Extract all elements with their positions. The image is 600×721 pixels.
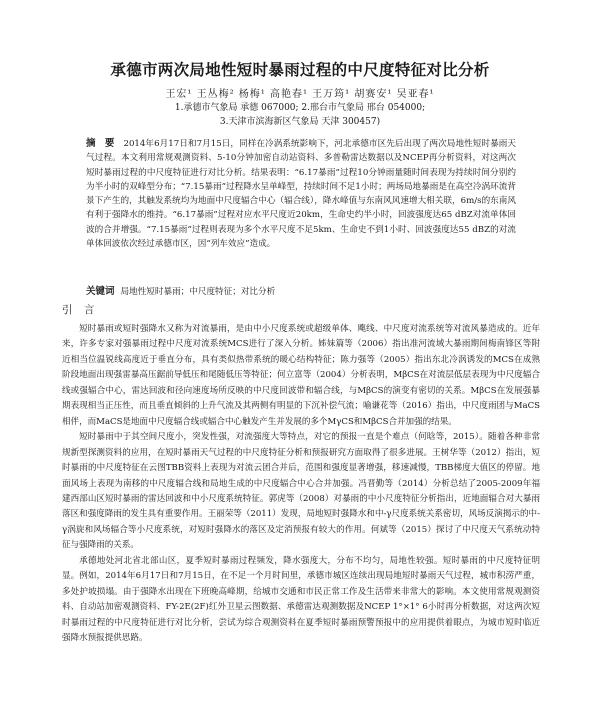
body-paragraph: 短时暴雨或短时强降水又称为对流暴雨，是由中小尺度系统或超级单体、飑线、中尺度对流系统等对流风暴造成的。近年来，许多专家对强暴雨过程中尺度对流系统MCS进行了深入分析。姊妹篇等（2006）指出准河流域大暴雨期间梅南锋区等附近相当位温锐线高度近于垂直分布，具有类似热带系统的暖心结构特征；陈力强等（2005）指出东北冷涡诱发的MCS在成熟阶段地面出现强雷暴高压鋸前导低压和尾随低压等特征；何立富等（2004）分析表明，MβCS在对流层低层表现为中尺度辐合线或强辐合中心，雷达回波和径向速度场所反映的中尺度回波带和辐合线，与MβCS的演变有密切的关系。MβCS在发展强暴期表现相当正压性，而且垂直倾斜的上升气流及其两侧有明显的下沉补偿气流；喻谦花等（2016）指出，中尺度雨团与MaCS相伴，而MaCS是地面中尺度辐合线或辐合中心触发产生并发展的多个MγCS和MβCS合并加强的结果。	[62, 324, 540, 427]
body-paragraph: 承德地处河北省北部山区，夏季短时暴雨过程频发，降水强度大，分布不均匀，局地性较强。短时暴雨的中尺度特征明显。例如，2014年6月17日和7月15日，在不足一个月时间里，承德市城区连续出现局地短时暴雨天气过程，城市积涝严重，多处护坡损塌。由于强降水出现在下班晚高峰期，给城市交通和市民正常工作及生活带来非常大的影响。本文使用常规观测资料、自动站加密观测资料、FY-2E(2F)红外卫星云图数据、承德雷达观测数据及NCEP 1°×1° 6小时再分析数据，对这两次短时暴雨过程的中尺度特征进行对比分析，尝试为综合观测资料在夏季短时暴雨预警预报中的应用提供着眼点，为城市短时临近强降水预报提供思路。	[62, 555, 540, 644]
affiliation-line-1: 1.承德市气象局 承德 067000; 2.邢台市气象局 邢台 054000;	[174, 103, 426, 113]
section-heading: 引 言	[62, 304, 99, 316]
body-text	[62, 322, 540, 647]
abstract	[86, 137, 516, 251]
body-paragraph: 短时暴雨中于其空间尺度小，突发性强，对流强度大等特点，对它的预报一直是个难点（何晗等，2015）。随着各种非常规新型探测资料的应用，在短时暴雨天气过程的中尺度特征分析和预报研究方面取得了很多进展。王树华等（2012）指出，短时暴雨的中尺度特征在云图TBB资料上表现为对流云团合并后，范围和强度显著增强，移速减慢，TBB梯度大值区的停留。地面风场上表现为南移的中尺度辐合线和局地生成的中尺度辐合中心合并加强。冯晋勤等（2014）分析总结了2005-2009年福建西部山区短时暴雨的雷达回波和中小尺度系统特征。郭虎等（2008）对暴雨的中小尺度特征分析指出，近地面辐合对大暴雨落区和强度降雨的发生具有重要作用。王丽荣等（2011）发现，局地短时强降水和中-γ尺度系统关系密切，风场反演揭示的中-γ涡旋和风场辐合等小尺度系统，对短时强降水的落区及定消预报有较大的作用。何斌等（2015）探讨了中尺度天气系统动特征与强降雨的关系。	[62, 432, 540, 551]
keywords-text: 局地性短时暴雨；中尺度特征；对比分析	[120, 287, 276, 297]
paper-title: 承德市两次局地性短时暴雨过程的中尺度特征对比分析	[110, 61, 490, 79]
keywords-label: 关键词	[86, 286, 115, 297]
affiliation-line-2: 3.天津市滨海新区气象局 天津 300457)	[219, 117, 381, 127]
abstract-label: 摘 要	[86, 138, 118, 149]
abstract-text: 2014年6月17日和7月15日，同样在冷涡系统影响下，河北承德市区先后出现了两次局地性短时暴雨天气过程。本文利用常规观测资料、5-10分钟加密自动站资料、多普勒雷达数据以及NCEP再分析资料，对这两次短时暴雨过程的中尺度特征进行对比分析。结果表明：“6.17暴雨”过程10分钟雨量随时间表现为持续时间分别约为半小时的双峰型分布；“7.15暴雨”过程降水呈单峰型，持续时间不足1小时；两场局地暴雨是在高空冷涡环流背景下产生的，其触发系统均为地面中尺度辐合中心（辐合线），降水峰值与东南风风速增大相关联，6m/s的东南风有利于强降水的维持。“6.17暴雨”过程对应水平尺度近20km，生命史约半小时，回波强度达65 dBZ对流单体回波的合并增强。“7.15暴雨”过程则表现为多个水平尺度不足5km、生命史不到1小时、回波强度达55 dBZ的对流单体回波依次经过承德市区，因“列车效应”造成。	[86, 139, 516, 250]
author-list: 王宏¹ 王丛梅² 杨梅¹ 高艳春¹ 王万筠¹ 胡赛安¹ 吴亚春¹	[165, 89, 435, 100]
keywords	[86, 283, 516, 297]
